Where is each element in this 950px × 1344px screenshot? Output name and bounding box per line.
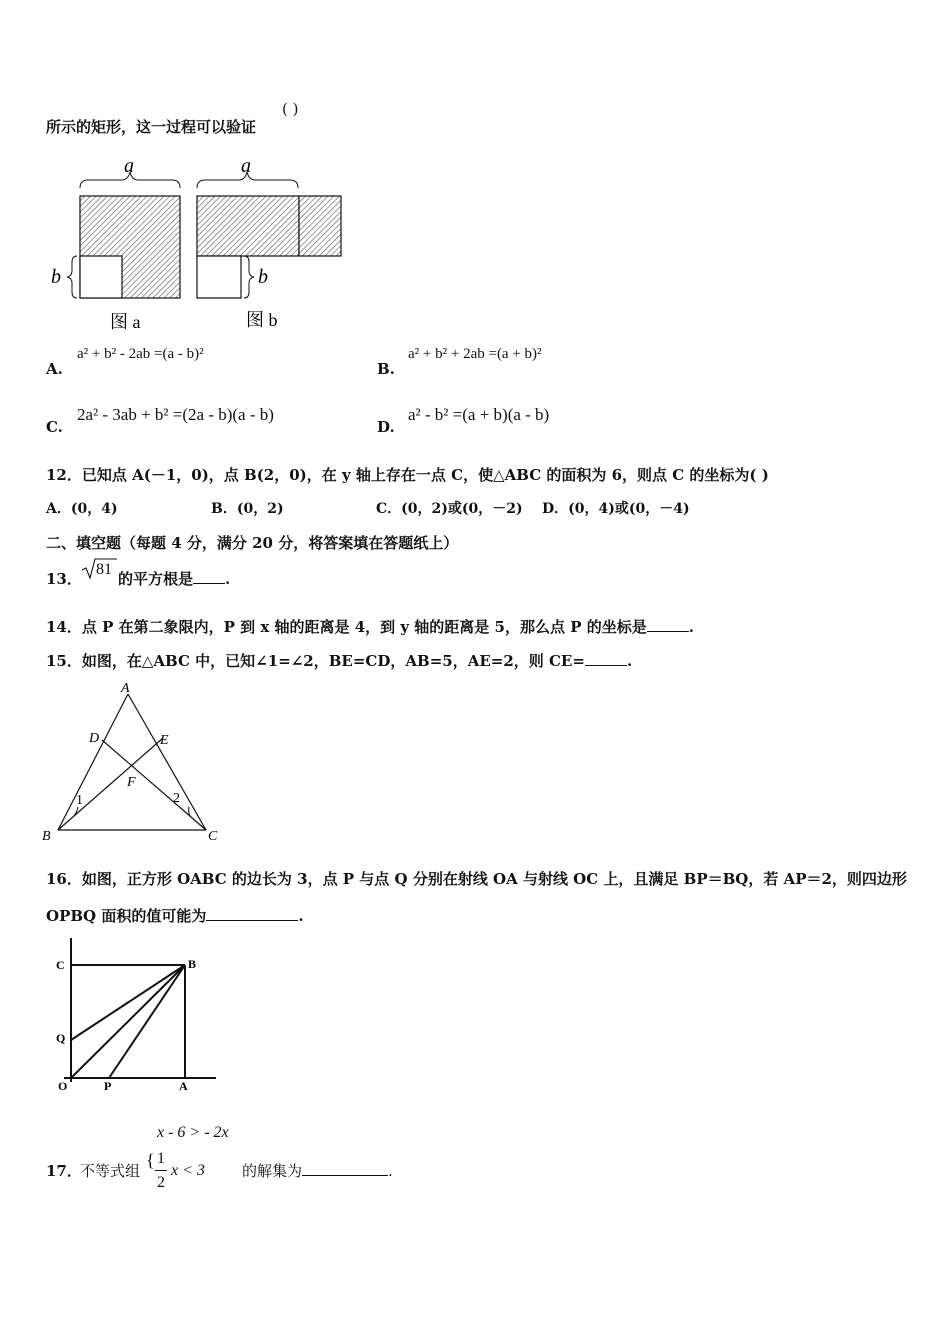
q12-stem: 12．已知点 A(－1，0)，点 B(2，0)，在 y 轴上存在一点 C，使△ABC 的面积为 6，则点 C 的坐标为( ) [46, 466, 769, 484]
q11-option-d-formula: a² - b² =(a + b)(a - b) [408, 405, 550, 424]
q15-side-ab [58, 694, 128, 830]
q12-option-a-letter: A． [46, 501, 71, 517]
q15-label-f: F [127, 775, 136, 790]
q15-label-c: C [208, 829, 218, 844]
q15-segment-be [58, 738, 163, 830]
q13-radicand: 81 [96, 561, 112, 578]
fig-a-small-square [80, 256, 122, 298]
q15-label-d: D [89, 731, 100, 746]
q11-stem-tail: 所示的矩形，这一过程可以验证 [46, 118, 257, 136]
q15-label-angle-1: 1 [76, 793, 83, 808]
fig-b-label-b: b [258, 266, 268, 288]
brace-b-left [67, 256, 77, 298]
q14-end: . [688, 618, 694, 636]
q15-label-a: A [121, 681, 130, 696]
fig-b-right-rect [299, 196, 341, 256]
q13-question [118, 568, 230, 589]
q16-answer-blank[interactable] [206, 908, 298, 921]
q16-label-c: C [56, 958, 65, 972]
q12-option-d-text: (0，4)或(0，－4) [568, 501, 690, 517]
fig-b-label-a: a [241, 155, 251, 177]
q15-answer-blank[interactable] [585, 653, 627, 666]
fig-b-caption: 图 b [246, 310, 278, 330]
q14-question [46, 616, 694, 637]
fig-a-label-b: b [51, 266, 61, 288]
q15-segment-cd [102, 740, 206, 830]
fig-b-top-rect [197, 196, 299, 256]
q17-answer-blank[interactable] [302, 1163, 388, 1176]
section-2-title: 二、填空题（每题 4 分，满分 20 分，将答案填在答题纸上） [46, 534, 459, 552]
q16-label-p: P [104, 1079, 112, 1093]
q15-label-angle-2: 2 [173, 791, 180, 806]
q15-label-e: E [160, 733, 169, 748]
q15-text: 15．如图，在△ABC 中，已知∠1=∠2，BE=CD，AB=5，AE=2，则 CE= [46, 652, 585, 670]
q13-text: 的平方根是 [118, 570, 194, 588]
q11-option-c-formula: 2a² - 3ab + b² =(2a - b)(a - b) [77, 405, 274, 424]
fig-b-small-square [197, 256, 241, 298]
q12-option-d [542, 498, 690, 518]
q13-answer-blank[interactable] [193, 571, 225, 584]
q15-triangle-figure [40, 676, 230, 846]
q15-side-ac [128, 694, 206, 830]
q17-inequality-2: x < 3 [171, 1162, 205, 1179]
q16-segment-ob [71, 965, 185, 1078]
q11-option-d-letter: D. [377, 418, 395, 436]
q16-label-a: A [179, 1079, 188, 1093]
q13-num: 13． [46, 570, 82, 588]
q16-line2: OPBQ 面积的值可能为 [46, 907, 207, 925]
q12-option-b [211, 498, 284, 518]
q17-end: . [388, 1162, 393, 1180]
q16-line1: 16．如图，正方形 OABC 的边长为 3，点 P 与点 Q 分别在射线 OA 与射线 OC 上，且满足 BP＝BQ，若 AP＝2，则四边形 [46, 870, 907, 888]
q12-option-a [46, 498, 118, 518]
q16-label-o: O [58, 1079, 68, 1093]
q12-option-b-letter: B． [211, 501, 237, 517]
q17-num: 17． [46, 1162, 82, 1180]
q11-figure [40, 150, 360, 335]
q12-option-c-letter: C． [376, 501, 402, 517]
q16-label-q: Q [56, 1031, 66, 1045]
q12-option-b-text: (0，2) [236, 501, 284, 517]
q13-end: . [225, 570, 231, 588]
q17-frac-bar [155, 1170, 167, 1171]
q15-end: . [626, 652, 633, 670]
fig-a-label-a: a [124, 155, 134, 177]
q16-segment-qb [71, 965, 185, 1040]
q11-option-b-letter: B. [377, 360, 395, 378]
q11-option-a-letter: A. [46, 360, 63, 378]
q12-option-c-text: (0，2)或(0，－2) [401, 501, 523, 517]
q15-question [46, 650, 632, 671]
q16-label-b: B [188, 957, 197, 971]
q16-line2-wrap [46, 905, 304, 926]
q17-brace: { [146, 1150, 155, 1170]
q16-square-figure [48, 932, 224, 1097]
fig-a-caption: 图 a [110, 312, 141, 332]
q17-prefix: 不等式组 [80, 1162, 141, 1180]
q11-option-a-formula: a² + b² - 2ab =(a - b)² [77, 346, 204, 362]
q12-option-c [376, 498, 523, 518]
q14-text: 14．点 P 在第二象限内，P 到 x 轴的距离是 4，到 y 轴的距离是 5，那么点 P 的坐标是 [46, 618, 647, 636]
q15-label-b: B [42, 829, 51, 844]
q17-suffix: 的解集为 [242, 1162, 303, 1180]
q12-option-d-letter: D． [542, 501, 569, 517]
q11-option-b-formula: a² + b² + 2ab =(a + b)² [408, 346, 542, 362]
q16-segment-pb [109, 965, 185, 1078]
q17-frac-denominator: 2 [157, 1174, 165, 1191]
q17-inequality-1: x - 6 > - 2x [157, 1124, 229, 1141]
q14-answer-blank[interactable] [647, 619, 689, 632]
q11-option-c-letter: C. [46, 418, 63, 436]
q17-suffix-wrap [242, 1160, 393, 1181]
q11-answer-paren: ( ) [282, 100, 299, 118]
q17-frac-numerator: 1 [157, 1150, 165, 1167]
q12-option-a-text: (0，4) [70, 501, 118, 517]
q16-end: . [298, 907, 304, 925]
brace-b-right [244, 256, 254, 298]
